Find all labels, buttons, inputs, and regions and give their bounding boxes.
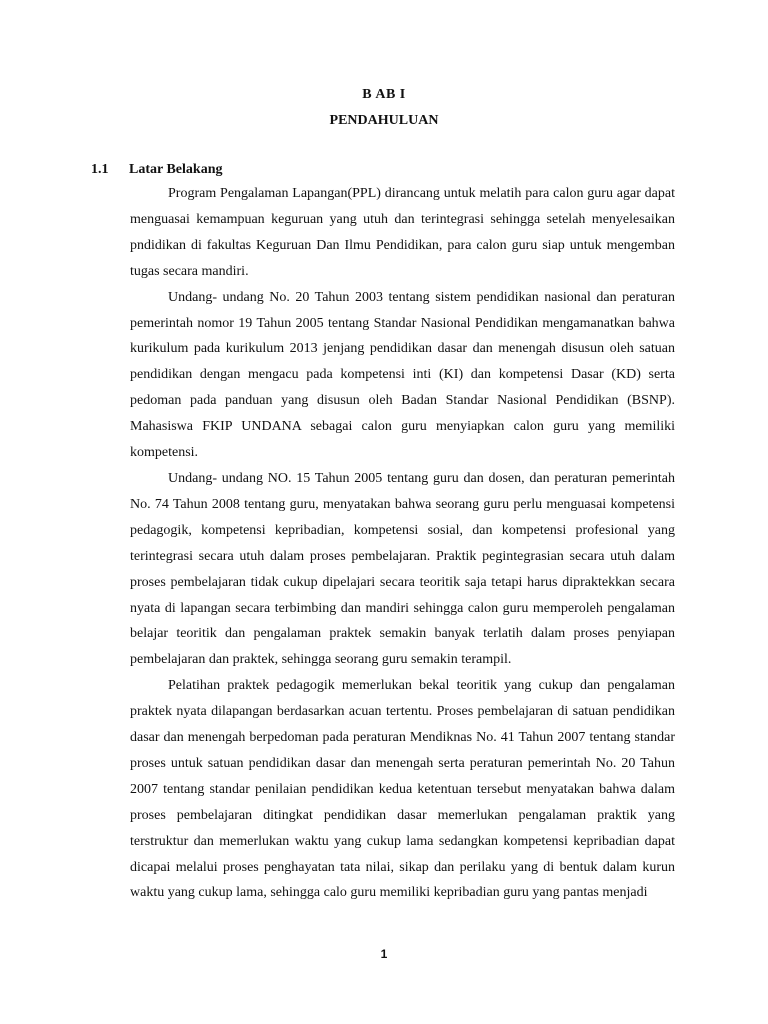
body-text [130, 181, 675, 906]
paragraph: Program Pengalaman Lapangan(PPL) dirancang untuk melatih para calon guru agar dapat menguasai kemampuan keguruan yang utuh dan terintegrasi sehingga setelah menyelesaikan pndidikan di fakultas Keguruan Dan Ilmu Pendidikan, para calon guru siap untuk mengemban tugas secara mandiri. [130, 186, 675, 279]
chapter-title: B AB I [362, 87, 406, 102]
page-number: 1 [380, 947, 388, 961]
paragraph: Undang- undang NO. 15 Tahun 2005 tentang guru dan dosen, dan peraturan pemerintah No. 74 Tahun 2008 tentang guru, menyatakan bahwa seorang guru perlu menguasai kompetensi pedagogik, kompetensi kepribadian, kompetensi sosial, dan kompetensi profesional yang terintegrasi secara utuh dalam proses pembelajaran. Praktik pegintegrasian secara utuh dalam proses pembelajaran tidak cukup dipelajari secara teoritik saja tetapi harus dipraktekkan secara nyata di lapangan secara terbimbing dan mandiri sehingga calon guru memperoleh pengalaman belajar teoritik dan pengalaman praktek semakin banyak terlatih dalam proses penyiapan pembelajaran dan praktek, sehingga seorang guru semakin terampil. [130, 470, 675, 668]
section-number: 1.1 [91, 162, 109, 177]
paragraph: Undang- undang No. 20 Tahun 2003 tentang sistem pendidikan nasional dan peraturan pemerintah nomor 19 Tahun 2005 tentang Standar Nasional Pendidikan mengamanatkan bahwa kurikulum pada kurikulum 2013 jenjang pendidikan dasar dan menengah disusun oleh satuan pendidikan dengan mengacu pada kompetensi inti (KI) dan kompetensi Dasar (KD) serta pedoman pada panduan yang disusun oleh Badan Standar Nasional Pendidikan (BSNP). Mahasiswa FKIP UNDANA sebagai calon guru menyiapkan calon guru yang memiliki kompetensi. [130, 289, 675, 461]
section-title: Latar Belakang [129, 162, 223, 177]
section-heading [91, 162, 222, 178]
paragraph: Pelatihan praktek pedagogik memerlukan bekal teoritik yang cukup dan pengalaman praktek nyata dilapangan berdasarkan acuan tertentu. Proses pembelajaran di satuan pendidikan dasar dan menengah berpedoman pada peraturan Mendiknas No. 41 Tahun 2007 tentang standar proses untuk satuan pendidikan dasar dan menengah serta peraturan pemerintah No. 20 Tahun 2007 tentang standar penilaian pendidikan kedua ketentuan tersebut menyatakan bahwa dalam proses pembelajaran ditingkat pendidikan dasar memerlukan pengalaman praktik yang terstruktur dan memerlukan waktu yang cukup lama sedangkan kompetensi kepribadian dapat dicapai melalui proses penghayatan tata nilai, sikap dan perilaku yang di bentuk dalam kurun waktu yang cukup lama, sehingga calo guru memiliki kepribadian guru yang pantas menjadi [130, 678, 675, 901]
chapter-subtitle: PENDAHULUAN [329, 113, 439, 128]
